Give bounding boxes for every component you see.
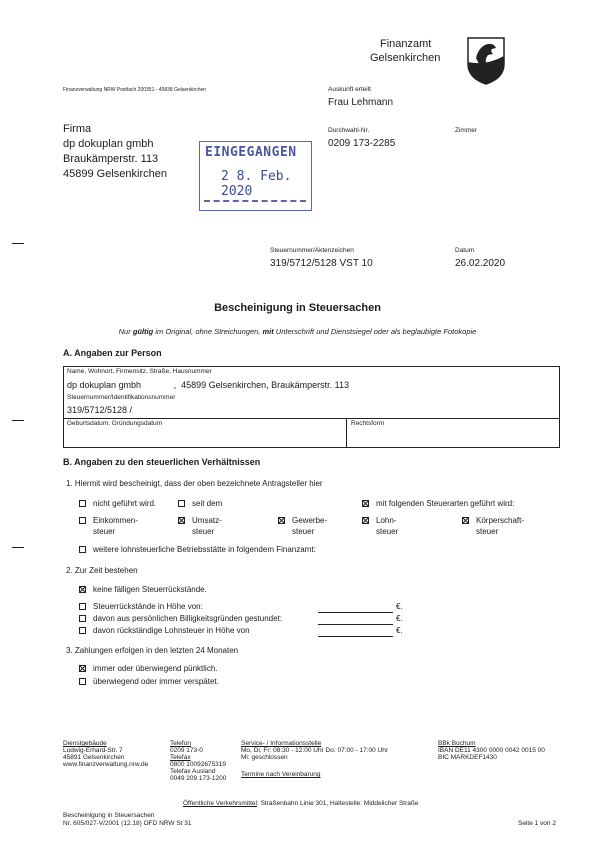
office-city: Gelsenkirchen <box>370 52 441 64</box>
id-value: 319/5712/5128 / <box>67 405 133 415</box>
stamp-dash-line <box>204 200 306 202</box>
label-weitere-betriebsstaette: weitere lohnsteuerliche Betriebsstätte in folgendem Finanzamt: <box>93 545 316 554</box>
label-verspaetet: überwiegend oder immer verspätet. <box>93 677 219 686</box>
durchwahl-label: Durchwahl-Nr. <box>328 127 370 134</box>
section-b-heading: B. Angaben zu den steuerlichen Verhältnissen <box>63 457 261 467</box>
label-lohnsteuer-2: steuer <box>376 527 399 536</box>
footer-page-number: Seite 1 von 2 <box>518 820 556 827</box>
footer-tel-heading: Telefon <box>170 740 191 747</box>
footer-service-hours: Mo, Di, Fr: 08:30 - 12:00 Uhr Do: 07:00 - 17:00 Uhr <box>241 747 389 754</box>
name-value: dp dokuplan gmbh , 45899 Gelsenkirchen, Braukämperstr. 113 <box>67 380 349 390</box>
footer-bank-heading: BBk Bochum <box>438 740 476 747</box>
section-a-heading: A. Angaben zur Person <box>63 348 162 358</box>
footer-fax-ausland: 0049 209 173-1200 <box>170 775 227 782</box>
label-gewerbesteuer-1: Gewerbe- <box>292 516 328 525</box>
footer-service-wednesday: Mi: geschlossen <box>241 754 288 761</box>
label-koerperschaftsteuer-1: Körperschaft- <box>476 516 525 525</box>
euro-1: €. <box>396 602 403 611</box>
checkbox-lohnsteuer-rueckstand[interactable] <box>79 627 86 634</box>
rechtsform-label: Rechtsform <box>351 420 385 427</box>
label-einkommensteuer-2: steuer <box>93 527 116 536</box>
checkbox-weitere-betriebsstaette[interactable] <box>79 546 86 553</box>
durchwahl-value: 0209 173-2285 <box>328 138 396 149</box>
euro-2: €. <box>396 614 403 623</box>
recipient-line-1: Firma <box>63 123 92 135</box>
footer-service-heading: Service- / Informationsstelle <box>241 740 322 747</box>
footer-dienst-heading: Dienstgebäude <box>63 740 107 747</box>
checkbox-nicht-gefuehrt[interactable] <box>79 500 86 507</box>
checkbox-puenktlich[interactable] <box>79 665 86 672</box>
checkbox-gewerbesteuer[interactable] <box>278 517 285 524</box>
footer-fax-ausland-label: Telefax Ausland <box>170 768 216 775</box>
hole-mark <box>12 420 24 421</box>
checkbox-seit-dem[interactable] <box>178 500 185 507</box>
auskunft-value: Frau Lehmann <box>328 97 394 108</box>
birth-label: Geburtsdatum, Gründungsdatum <box>67 420 163 427</box>
question-1: 1. Hiermit wird bescheinigt, dass der oben bezeichnete Antragsteller hier <box>66 479 323 488</box>
steuernummer-value: 319/5712/5128 VST 10 <box>270 258 373 269</box>
label-umsatzsteuer-2: steuer <box>192 527 215 536</box>
label-seit-dem: seit dem <box>192 499 223 508</box>
name-label: Name, Wohnort, Firmensitz, Straße, Hausnummer <box>67 368 212 375</box>
datum-label: Datum <box>455 247 475 254</box>
label-umsatzsteuer-1: Umsatz- <box>192 516 222 525</box>
footer-termine: Termine nach Vereinbarung <box>241 771 321 778</box>
checkbox-keine-rueckstaende[interactable] <box>79 586 86 593</box>
office-name: Finanzamt <box>380 38 432 50</box>
sender-line: Finanzverwaltung NRW Postfach 200351 - 45838 Gelsenkirchen <box>63 87 207 93</box>
person-box-divider <box>63 418 560 419</box>
footer-form-number: Nr. 605/027-V/2001 (12.18) OFD NRW St 31 <box>63 820 192 827</box>
euro-3: €. <box>396 626 403 635</box>
nrw-crest-icon <box>466 36 506 86</box>
label-keine-rueckstaende: keine fälligen Steuerrückstände. <box>93 585 207 594</box>
zimmer-label: Zimmer <box>455 127 478 134</box>
checkbox-einkommensteuer[interactable] <box>79 517 86 524</box>
steuernummer-label: Steuernummer/Aktenzeichen <box>270 247 354 254</box>
person-box-col-divider <box>346 418 347 448</box>
label-nicht-gefuehrt: nicht geführt wird. <box>93 499 157 508</box>
label-puenktlich: immer oder überwiegend pünktlich. <box>93 664 218 673</box>
footer-website[interactable]: www.finanzverwaltung.nrw.de <box>63 761 149 768</box>
stamp-text: EINGEGANGEN <box>205 145 297 160</box>
label-folgende-steuerarten: mit folgenden Steuerarten geführt wird: <box>376 499 515 508</box>
checkbox-gestundet[interactable] <box>79 615 86 622</box>
footer-fax: 0800 10092675319 <box>170 761 227 768</box>
datum-value: 26.02.2020 <box>455 258 506 269</box>
fold-mark-bottom <box>12 547 24 548</box>
footer-iban: IBAN DE11 4300 0000 0042 0015 00 <box>438 747 545 754</box>
footer-form-name: Bescheinigung in Steuersachen <box>63 812 155 819</box>
auskunft-label: Auskunft erteilt <box>328 86 371 93</box>
label-rueckstaende: Steuerrückstände in Höhe von: <box>93 602 203 611</box>
person-box <box>63 366 560 448</box>
question-3: 3. Zahlungen erfolgen in den letzten 24 Monaten <box>66 646 239 655</box>
label-lohnsteuer-rueckstand: davon rückständige Lohnsteuer in Höhe von <box>93 626 250 635</box>
checkbox-lohnsteuer[interactable] <box>362 517 369 524</box>
amount-line-rueckstaende[interactable] <box>318 612 393 613</box>
question-2: 2. Zur Zeit bestehen <box>66 566 138 575</box>
recipient-line-2: dp dokuplan gmbh <box>63 138 154 150</box>
footer-fax-heading: Telefax <box>170 754 191 761</box>
checkbox-koerperschaftsteuer[interactable] <box>462 517 469 524</box>
footer-bic: BIC MARKDEF1430 <box>438 754 497 761</box>
footer-tel: 0209 173-0 <box>170 747 203 754</box>
checkbox-folgende-steuerarten[interactable] <box>362 500 369 507</box>
checkbox-rueckstaende[interactable] <box>79 603 86 610</box>
id-label: Steuernummer/Identifikationsnummer <box>67 394 176 401</box>
label-einkommensteuer-1: Einkommen- <box>93 516 138 525</box>
label-lohnsteuer-1: Lohn- <box>376 516 397 525</box>
fold-mark-top <box>12 243 24 244</box>
label-gewerbesteuer-2: steuer <box>292 527 315 536</box>
footer-dienst-2: 45891 Gelsenkirchen <box>63 754 125 761</box>
checkbox-umsatzsteuer[interactable] <box>178 517 185 524</box>
checkbox-verspaetet[interactable] <box>79 678 86 685</box>
recipient-line-4: 45899 Gelsenkirchen <box>63 168 167 180</box>
received-stamp <box>199 141 312 211</box>
label-koerperschaftsteuer-2: steuer <box>476 527 499 536</box>
recipient-line-3: Braukämperstr. 113 <box>63 153 159 165</box>
footer-verkehr: Öffentliche Verkehrsmittel: Straßenbahn Linie 301, Haltestelle: Middelicher Straße <box>183 800 419 807</box>
amount-line-lohnsteuer[interactable] <box>318 636 393 637</box>
footer-dienst-1: Ludwig-Erhard-Str. 7 <box>63 747 123 754</box>
document-title: Bescheinigung in Steuersachen <box>214 302 381 314</box>
document-subtitle: Nur gültig im Original, ohne Streichungen, mit Unterschrift und Dienstsiegel oder als beglaubigte Fotokopie <box>118 327 477 336</box>
stamp-date: 2 8. Feb. 2020 <box>221 169 292 199</box>
label-gestundet: davon aus persönlichen Billigkeitsgründen gestundet: <box>93 614 283 623</box>
amount-line-gestundet[interactable] <box>318 624 393 625</box>
